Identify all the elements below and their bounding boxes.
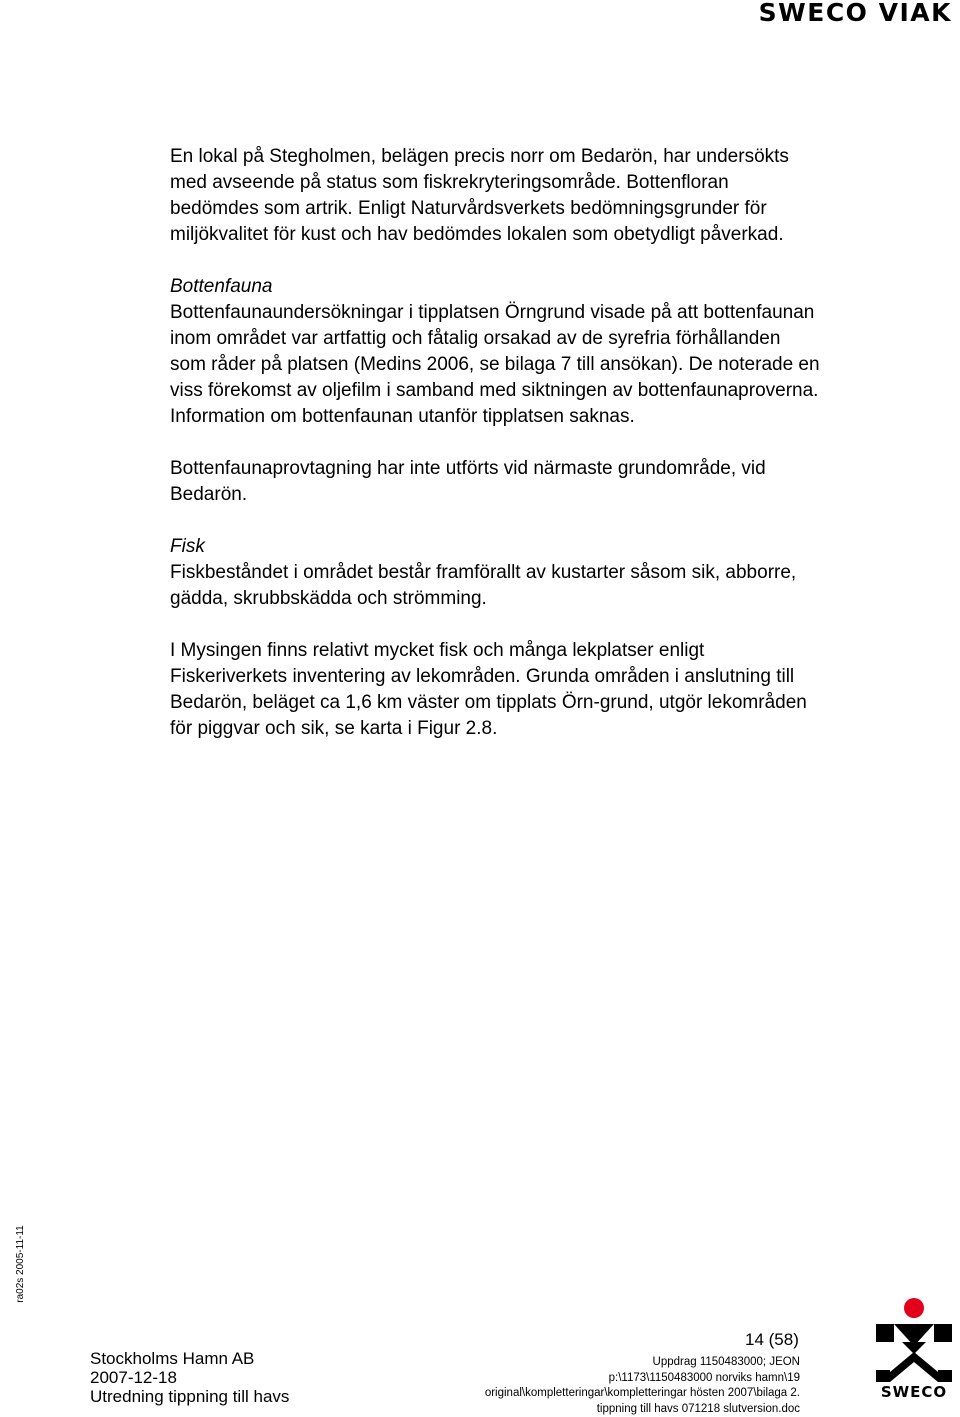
- footer-doc-title: Utredning tippning till havs: [90, 1387, 289, 1406]
- paragraph: [170, 274, 820, 430]
- section-heading: Fisk: [170, 536, 205, 557]
- footer-path: tippning till havs 071218 slutversion.doc: [485, 1402, 800, 1417]
- paragraph: I Mysingen finns relativt mycket fisk och många lekplatser enligt Fiskeriverkets inventering av lekområden. Grunda områden i anslutning till Bedarön, beläget ca 1,6 km väster om tipplats Örn-grund, utgör lekområden för piggvar och sik, se karta i Figur 2.8.: [170, 638, 820, 742]
- brand-logo: SWECO VIAK: [759, 0, 952, 26]
- footer-date: 2007-12-18: [90, 1368, 289, 1387]
- paragraph: En lokal på Stegholmen, belägen precis norr om Bedarön, har undersökts med avseende på status som fiskrekryteringsområde. Bottenfloran bedömdes som artrik. Enligt Naturvårdsverkets bedömningsgrunder för miljökvalitet för kust och hav bedömdes lokalen som obetydligt påverkad.: [170, 144, 820, 248]
- footer-assignment: Uppdrag 1150483000; JEON: [485, 1355, 800, 1371]
- sweco-logo-text: SWECO: [874, 1383, 954, 1401]
- footer-left: [90, 1349, 289, 1406]
- document-body: [170, 144, 820, 768]
- footer-path: p:\1173\1150483000 norviks hamn\19: [485, 1371, 800, 1387]
- paragraph-text: Bottenfaunaundersökningar i tipplatsen Örngrund visade på att bottenfaunan inom området var artfattig och fåtalig orsakad av de syrefria förhållanden som råder på platsen (Medins 2006, se bilaga 7 till ansökan). De noterade en viss förekomst av oljefilm i samband med siktningen av bottenfaunaproverna. Information om bottenfaunan utanför tipplatsen saknas.: [170, 302, 820, 427]
- paragraph: Bottenfaunaprovtagning har inte utförts vid närmaste grundområde, vid Bedarön.: [170, 456, 820, 508]
- footer-client: Stockholms Hamn AB: [90, 1349, 289, 1368]
- paragraph-text: Fiskbeståndet i området består framförallt av kustarter såsom sik, abborre, gädda, skrubbskädda och strömming.: [170, 562, 796, 609]
- paragraph: [170, 534, 820, 612]
- footer-path: original\kompletteringar\kompletteringar hösten 2007\bilaga 2.: [485, 1386, 800, 1402]
- template-code: ra02s 2005-11-11: [15, 1219, 27, 1309]
- section-heading: Bottenfauna: [170, 276, 272, 297]
- page-number: 14 (58): [745, 1330, 799, 1350]
- footer-right: [485, 1355, 800, 1417]
